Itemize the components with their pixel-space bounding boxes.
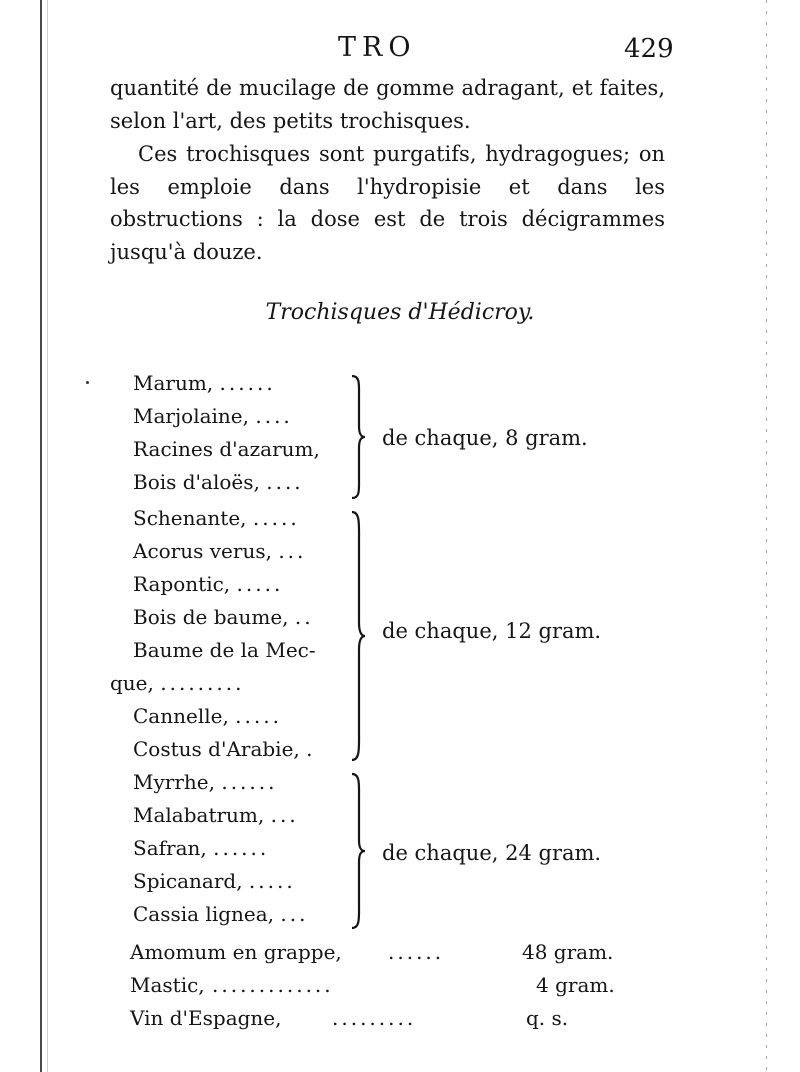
- ingredient-item: Marjolaine, ....: [133, 404, 293, 428]
- ingredient-item: Cannelle, .....: [133, 704, 282, 728]
- ingredient-item: Bois d'aloës, ....: [133, 470, 304, 494]
- ingredient-item: Baume de la Mec-: [133, 638, 316, 662]
- right-brace: [350, 374, 366, 500]
- ingredient-item: Acorus verus, ...: [133, 539, 307, 563]
- ingredient-item: Schenante, .....: [133, 506, 300, 530]
- ingredient-item: Cassia lignea, ...: [133, 902, 309, 926]
- right-brace: [350, 510, 366, 762]
- ingredient-item: Malabatrum, ...: [133, 803, 299, 827]
- ingredient-item: Safran, ......: [133, 836, 270, 860]
- ingredient-amount: 48 gram.: [522, 940, 614, 964]
- leader-dots: .............: [212, 973, 334, 997]
- ingredient-amount: q. s.: [526, 1006, 569, 1030]
- ingredient-single: [130, 937, 630, 967]
- ingredient-item: Racines d'azarum,: [133, 437, 320, 461]
- ingredient-item: Spicanard, .....: [133, 869, 296, 893]
- ingredient-name: Mastic,: [130, 973, 205, 997]
- ingredient-item: que, .........: [110, 671, 245, 695]
- ingredient-name: Vin d'Espagne,: [130, 1006, 282, 1030]
- ingredient-item: Bois de baume, ..: [133, 605, 314, 629]
- leader-dots: ......: [388, 940, 445, 964]
- page-number: 429: [624, 34, 674, 64]
- group-quantity: de chaque, 12 gram.: [382, 619, 602, 643]
- running-head: TRO: [338, 32, 417, 63]
- ingredient-item: Rapontic, .....: [133, 572, 284, 596]
- ingredient-item: Myrrhe, ......: [133, 770, 278, 794]
- ingredient-amount: 4 gram.: [536, 973, 615, 997]
- paragraph-text: Ces trochisques sont purgatifs, hydragogues; on les emploie dans l'hydropisie et dans les obstructions : la dose est de trois décigrammes jusqu'à douze.: [110, 142, 665, 264]
- group-quantity: de chaque, 24 gram.: [382, 841, 602, 865]
- paragraph-text: quantité de mucilage de gomme adragant, et faites, selon l'art, des petits trochisques.: [110, 76, 665, 133]
- leader-dots: .........: [332, 1006, 417, 1030]
- ingredient-item: Marum, ......: [133, 371, 276, 395]
- ingredient-single: [130, 970, 630, 1000]
- ingredient-item: Costus d'Arabie, .: [133, 737, 316, 761]
- section-title: Trochisques d'Hédicroy.: [265, 300, 535, 325]
- group-quantity: de chaque, 8 gram.: [382, 426, 588, 450]
- ingredient-single: [130, 1003, 630, 1033]
- ingredient-name: Amomum en grappe,: [130, 940, 342, 964]
- right-brace: [350, 772, 366, 930]
